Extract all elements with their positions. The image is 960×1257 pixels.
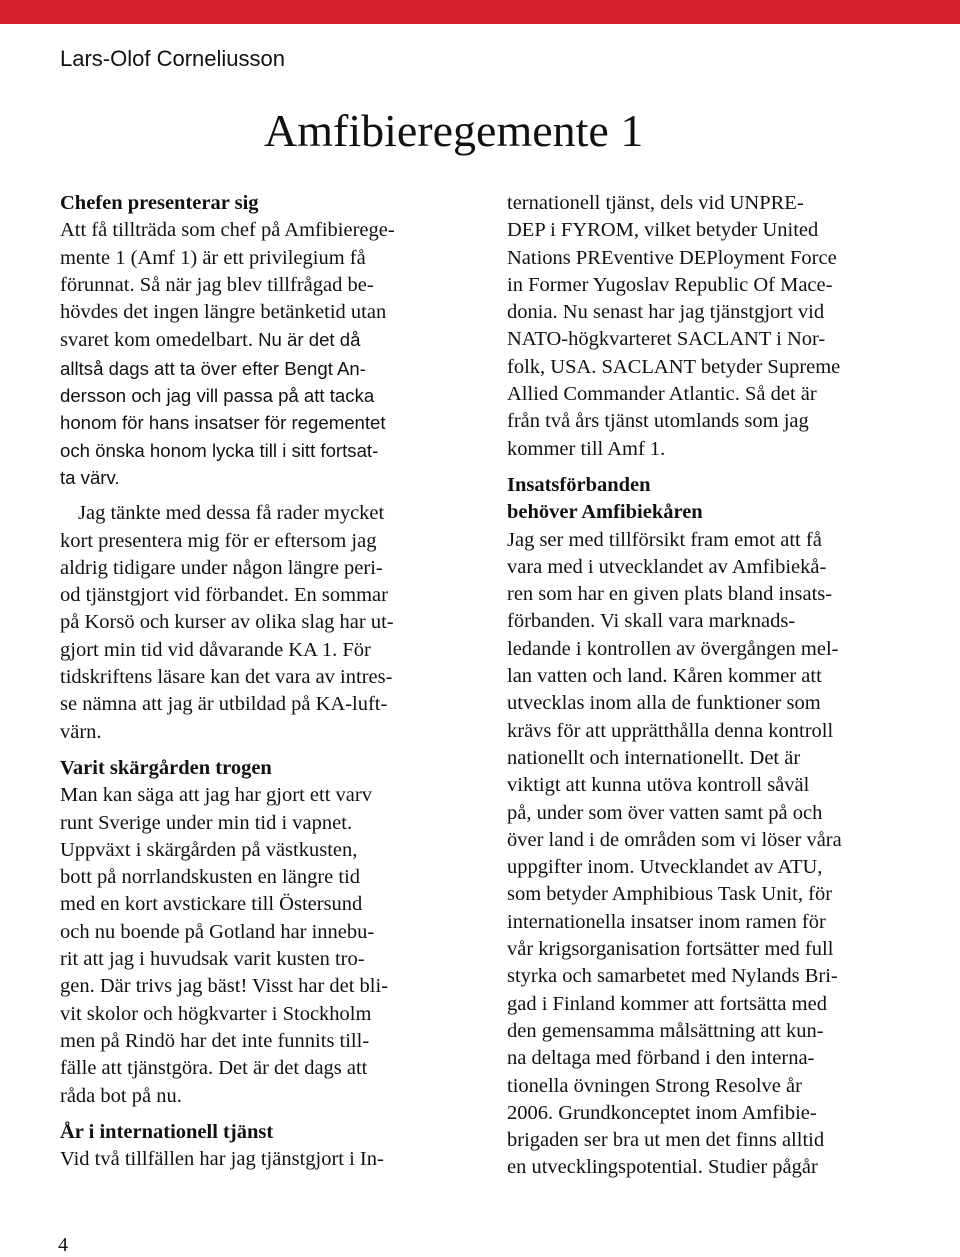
- text-line: värn.: [60, 720, 102, 743]
- text-line: råda bot på nu.: [60, 1084, 182, 1107]
- text-line: kommer till Amf 1.: [507, 437, 666, 460]
- text-line: tidskriftens läsare kan det vara av intres-: [60, 666, 393, 689]
- text-line: lan vatten och land. Kåren kommer att: [507, 665, 822, 688]
- text-line: Nations PREventive DEPloyment Force: [507, 246, 837, 269]
- text-line: viktigt att kunna utöva kontroll såväl: [507, 774, 810, 797]
- text-line: men på Rindö har det inte funnits till-: [60, 1029, 370, 1052]
- text-line: [60, 326, 456, 354]
- text-line: från två års tjänst utomlands som jag: [507, 410, 809, 433]
- text-line: hövdes det ingen längre betänketid utan: [60, 301, 387, 324]
- right-column: [507, 190, 903, 1182]
- text-line: folk, USA. SACLANT betyder Supreme: [507, 355, 841, 378]
- text-line: ternationell tjänst, dels vid UNPRE-: [507, 192, 804, 214]
- text-line: uppgifter inom. Utvecklandet av ATU,: [507, 856, 823, 879]
- text-line: DEP i FYROM, vilket betyder United: [507, 219, 819, 242]
- section-heading: behöver Amfibiekåren: [507, 501, 703, 524]
- text-line: gjort min tid vid dåvarande KA 1. För: [60, 638, 371, 661]
- text-line: vara med i utvecklandet av Amfibiekå-: [507, 555, 827, 578]
- text-line: mente 1 (Amf 1) är ett privilegium få: [60, 246, 366, 269]
- text-line: gad i Finland kommer att fortsätta med: [507, 992, 827, 1015]
- text-line: utvecklas inom alla de funktioner som: [507, 692, 821, 715]
- text-line: Allied Commander Atlantic. Så det är: [507, 383, 817, 406]
- section-heading: Varit skärgården trogen: [60, 756, 272, 779]
- text-line: över land i de områden som vi löser våra: [507, 828, 842, 851]
- text-line: rit att jag i huvudsak varit kusten tro-: [60, 948, 365, 971]
- article-title: Amfibieregemente 1: [264, 105, 644, 156]
- text-line: och önska honom lycka till i sitt fortsat-: [60, 439, 379, 461]
- text-line: aldrig tidigare under någon längre peri-: [60, 556, 383, 579]
- text-line: NATO-högkvarteret SACLANT i Nor-: [507, 328, 826, 351]
- text-line: på Korsö och kurser av olika slag har ut-: [60, 611, 394, 634]
- text-line: dersson och jag vill passa på att tacka: [60, 385, 375, 407]
- page-number: 4: [58, 1234, 68, 1256]
- text-line: bott på norrlandskusten en längre tid: [60, 866, 361, 889]
- text-segment: svaret kom omedelbart.: [60, 329, 253, 352]
- text-line: vit skolor och högkvarter i Stockholm: [60, 1002, 372, 1025]
- text-line: styrka och samarbetet med Nylands Bri-: [507, 965, 838, 988]
- text-line: en utvecklingspotential. Studier pågår: [507, 1156, 818, 1179]
- author-name: Lars-Olof Corneliusson: [60, 46, 285, 71]
- text-line: Vid två tillfällen har jag tjänstgjort i In-: [60, 1148, 384, 1171]
- text-line: på, under som över vatten samt på och: [507, 801, 823, 824]
- text-line: kort presentera mig för er eftersom jag: [60, 529, 377, 552]
- text-line: Jag tänkte med dessa få rader mycket: [78, 502, 385, 525]
- section-heading: Insatsförbanden: [507, 473, 651, 496]
- text-segment: Nu är det då: [258, 329, 361, 351]
- text-line: brigaden ser bra ut men det finns alltid: [507, 1129, 825, 1152]
- text-line: nationellt och internationellt. Det är: [507, 746, 801, 769]
- text-line: som betyder Amphibious Task Unit, för: [507, 883, 833, 906]
- text-line: förunnat. Så när jag blev tillfrågad be-: [60, 273, 374, 296]
- text-line: 2006. Grundkonceptet inom Amfibie-: [507, 1101, 817, 1124]
- text-line: ren som har en given plats bland insats-: [507, 583, 833, 606]
- text-line: tionella övningen Strong Resolve år: [507, 1074, 802, 1097]
- text-line: se nämna att jag är utbildad på KA-luft-: [60, 693, 388, 716]
- text-line: fälle att tjänstgöra. Det är det dags att: [60, 1057, 368, 1080]
- header-accent-bar: [0, 0, 960, 24]
- text-line: ta värv.: [60, 466, 120, 488]
- text-line: förbanden. Vi skall vara marknads-: [507, 610, 796, 633]
- text-line: runt Sverige under min tid i vapnet.: [60, 811, 353, 834]
- text-line: den gemensamma målsättning att kun-: [507, 1019, 824, 1042]
- text-line: Att få tillträda som chef på Amfibierege-: [60, 219, 395, 242]
- text-line: Jag ser med tillförsikt fram emot att få: [507, 528, 822, 551]
- text-line: internationella insatser inom ramen för: [507, 910, 826, 933]
- text-line: ledande i kontrollen av övergången mel-: [507, 637, 839, 660]
- text-line: in Former Yugoslav Republic Of Mace-: [507, 273, 833, 296]
- text-line: honom för hans insatser för regementet: [60, 412, 386, 434]
- text-line: na deltaga med förband i den interna-: [507, 1047, 815, 1070]
- text-line: alltså dags att ta över efter Bengt An-: [60, 357, 366, 379]
- text-line: donia. Nu senast har jag tjänstgjort vid: [507, 301, 825, 324]
- section-heading: År i internationell tjänst: [60, 1120, 274, 1143]
- text-line: gen. Där trivs jag bäst! Visst har det bli-: [60, 975, 389, 998]
- text-line: od tjänstgjort vid förbandet. En sommar: [60, 584, 388, 607]
- text-line: och nu boende på Gotland har innebu-: [60, 920, 375, 943]
- section-heading: Chefen presenterar sig: [60, 192, 259, 214]
- text-line: Uppväxt i skärgården på västkusten,: [60, 838, 358, 861]
- text-line: Man kan säga att jag har gjort ett varv: [60, 784, 372, 807]
- left-column: [60, 190, 456, 1173]
- text-line: med en kort avstickare till Östersund: [60, 893, 363, 916]
- text-line: krävs för att upprätthålla denna kontroll: [507, 719, 834, 742]
- text-line: vår krigsorganisation fortsätter med full: [507, 938, 834, 961]
